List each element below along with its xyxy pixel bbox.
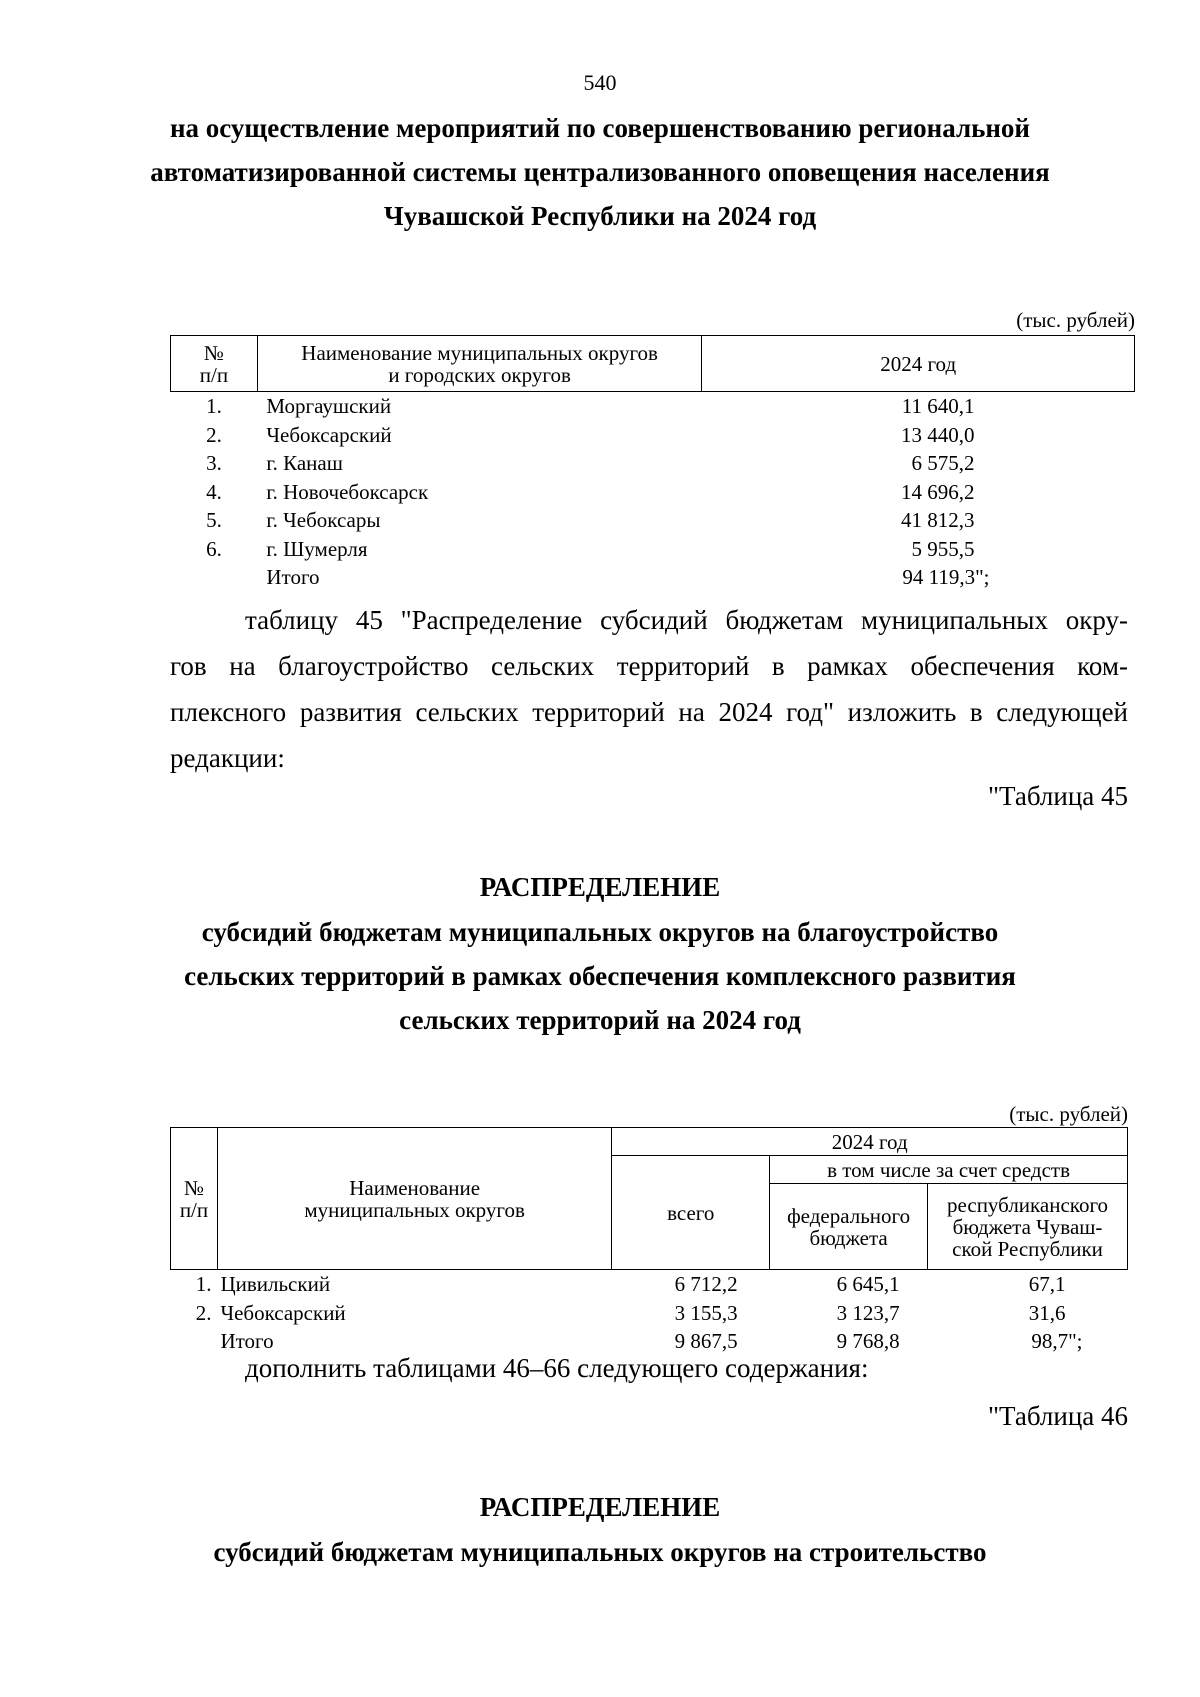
total-total: 9 867,5 [674,1329,738,1353]
row-num: 6. [206,536,222,561]
header-num [171,1128,218,1270]
row-name: Моргаушский [266,394,392,418]
total-republic: 98,7"; [1031,1329,1083,1353]
total-label: Итого [220,1329,274,1353]
header-name-line1: Наименование муниципальных округов [301,340,658,365]
table46-title-line: субсидий бюджетам муниципальных округов на строительство [213,1537,987,1567]
header-name-line2: муниципальных округов [304,1197,525,1222]
paragraph-line: гов на благоустройство сельских территорий в рамках обеспечения ком- [170,651,1128,681]
paragraph-line: редакции: [170,743,285,773]
row-name: Чебоксарский [266,422,392,447]
table44-title-line: Чувашской Республики на 2024 год [383,201,817,231]
row-value: 5 955,5 [911,536,975,561]
row-total: 3 155,3 [674,1300,738,1325]
header-num-line1: № [183,1175,204,1200]
row-republic: 31,6 [1028,1300,1066,1325]
table-row [171,449,1135,478]
table44-unit: (тыс. рублей) [1016,308,1135,332]
row-num: 2. [206,422,222,447]
row-total: 6 712,2 [674,1272,738,1296]
paragraph-line: плексного развития сельских территорий на 2024 год" изложить в следующей [170,697,1128,727]
header-name [257,336,702,392]
header-name [217,1128,611,1270]
table44-title-line: на осуществление мероприятий по совершенствованию региональной [170,113,1030,143]
header-total: всего [612,1156,770,1270]
row-republic: 67,1 [1028,1272,1066,1296]
table45-title [140,910,1060,1042]
total-num-empty [171,1327,218,1356]
row-federal: 6 645,1 [836,1272,900,1296]
table45-label: "Таблица 45 [988,781,1128,811]
row-num: 1. [206,394,222,418]
header-federal [770,1184,928,1270]
header-year: 2024 год [702,336,1135,392]
row-value: 13 440,0 [901,422,975,447]
paragraph-line: таблицу 45 "Распределение субсидий бюджетам муниципальных окру- [245,605,1128,635]
table45 [170,1127,1128,1356]
row-name: Цивильский [220,1272,331,1296]
row-name: г. Новочебоксарск [266,479,429,504]
header-federal-line1: федерального [787,1203,911,1228]
total-num-empty [171,563,258,592]
header-republic-line2: бюджета Чуваш- [952,1214,1103,1239]
table-row [171,535,1135,564]
header-num-line2: п/п [199,362,229,387]
header-num [171,336,258,392]
row-name: г. Шумерля [266,536,368,561]
total-federal: 9 768,8 [836,1329,900,1353]
table45-title-line: субсидий бюджетам муниципальных округов на благоустройство [201,917,999,947]
row-value: 6 575,2 [911,451,975,475]
header-num-line1: № [203,340,224,365]
table-row [171,421,1135,450]
header-federal-line2: бюджета [809,1225,888,1250]
table46-label: "Таблица 46 [988,1401,1128,1431]
row-name: г. Чебоксары [266,508,381,532]
row-name: г. Канаш [266,451,343,475]
table45-heading: РАСПРЕДЕЛЕНИЕ [479,872,721,902]
table-row [171,506,1135,535]
paragraph-tables-46-66: дополнить таблицами 46–66 следующего содержания: [245,1353,869,1383]
header-republic-line1: республиканского [947,1192,1109,1217]
table-row [171,1270,1128,1299]
table44 [170,335,1135,592]
row-federal: 3 123,7 [836,1300,900,1325]
table46-heading: РАСПРЕДЕЛЕНИЕ [479,1492,721,1522]
table45-header-row1 [171,1128,1128,1156]
table45-title-line: сельских территорий в рамках обеспечения комплексного развития [184,961,1016,991]
table45-unit: (тыс. рублей) [1009,1102,1128,1126]
row-num: 5. [206,508,222,532]
header-republic [928,1184,1128,1270]
table45-title-line: сельских территорий на 2024 год [399,1005,801,1035]
row-value: 41 812,3 [901,508,975,532]
table44-title [140,106,1060,238]
header-republic-line3: ской Республики [952,1236,1103,1261]
total-value: 94 119,3"; [902,565,990,589]
header-name-line2: и городских округов [388,362,571,387]
header-including: в том числе за счет средств [770,1156,1128,1184]
table-row [171,1299,1128,1328]
row-num: 1. [195,1272,212,1296]
table-row [171,478,1135,507]
header-name-line1: Наименование [349,1175,481,1200]
row-value: 11 640,1 [901,394,975,418]
total-label: Итого [266,565,320,589]
header-num-line2: п/п [179,1197,209,1222]
paragraph-table45-intro [170,597,1128,781]
table-row [171,392,1135,421]
header-year: 2024 год [612,1128,1128,1156]
table-total-row [171,563,1135,592]
table44-header-row [171,336,1135,392]
row-name: Чебоксарский [220,1300,346,1325]
row-num: 4. [206,479,222,504]
row-num: 2. [195,1300,212,1325]
row-num: 3. [206,451,222,475]
table44-title-line: автоматизированной системы централизованного оповещения населения [150,157,1050,187]
row-value: 14 696,2 [901,479,975,504]
page-number: 540 [583,70,617,95]
